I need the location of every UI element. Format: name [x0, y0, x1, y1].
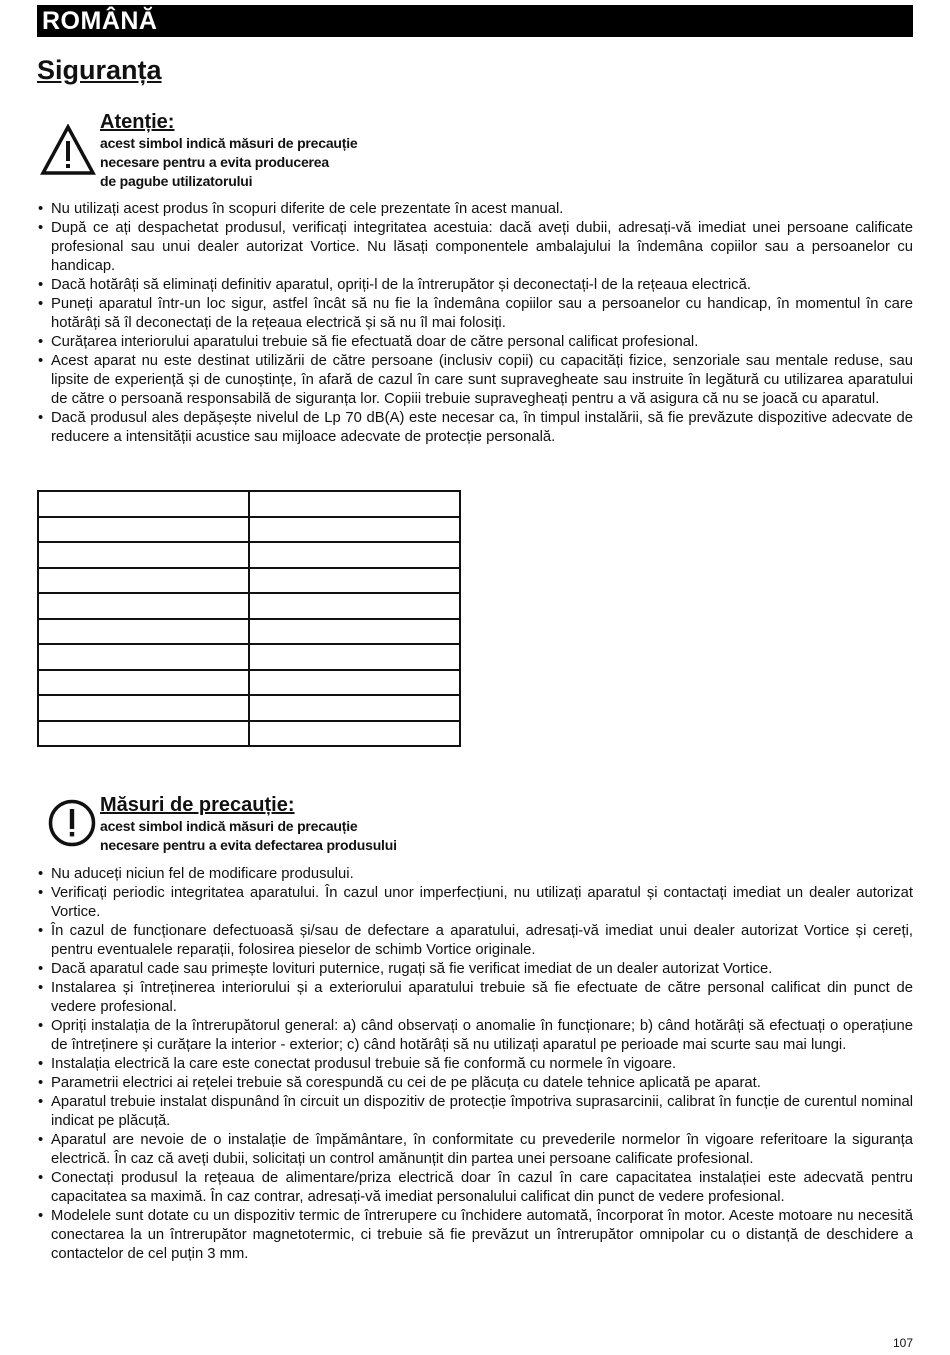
list-item: • Instalația electrică la care este conectat produsul trebuie să fie conformă cu normele în vigoare. — [37, 1055, 913, 1074]
table-row — [38, 670, 460, 696]
table-cell — [249, 644, 460, 670]
table-cell — [249, 670, 460, 696]
warning-description — [100, 134, 358, 191]
warning-list — [37, 200, 913, 447]
table-cell — [38, 721, 249, 747]
table-row — [38, 644, 460, 670]
caution-line: acest simbol indică măsuri de precauție — [100, 818, 358, 834]
table-cell — [249, 568, 460, 594]
table-cell — [249, 491, 460, 517]
table-cell — [249, 721, 460, 747]
list-item: • Nu aduceți niciun fel de modificare produsului. — [37, 865, 913, 884]
table-row — [38, 695, 460, 721]
list-item: • În cazul de funcționare defectuoasă și/sau de defectare a aparatului, adresați-vă imediat unui dealer autorizat Vortice și cereți, pentru eventualele reparații, folosirea pieselor de schimb Vortice originale. — [37, 922, 913, 960]
table-cell — [249, 517, 460, 543]
list-item: • Parametrii electrici ai rețelei trebuie să corespundă cu cei de pe plăcuța cu datele tehnice aplicată pe aparat. — [37, 1074, 913, 1093]
warning-line: de pagube utilizatorului — [100, 173, 253, 189]
caution-line: necesare pentru a evita defectarea produsului — [100, 837, 397, 853]
table-row — [38, 619, 460, 645]
table-row — [38, 721, 460, 747]
table-row — [38, 491, 460, 517]
section-title: Siguranța — [37, 55, 162, 85]
list-item: • Instalarea și întreținerea interiorului și a exteriorului aparatului trebuie să fie efectuate de către personal calificat din punct de vedere profesional. — [37, 979, 913, 1017]
table-cell — [38, 644, 249, 670]
table-cell — [249, 593, 460, 619]
warning-line: necesare pentru a evita producerea — [100, 154, 329, 170]
warning-notice — [40, 110, 500, 190]
table-cell — [38, 517, 249, 543]
list-item: • Curățarea interiorului aparatului trebuie să fie efectuată doar de către personal calificat profesional. — [37, 333, 913, 352]
list-item: • Dacă hotărâți să eliminați definitiv aparatul, opriți-l de la întrerupător și deconectați-l de la rețeaua electrică. — [37, 276, 913, 295]
list-item: • Dacă produsul ales depășește nivelul de Lp 70 dB(A) este necesar ca, în timpul instalării, să fie prevăzute dispozitive adecvate de reducere a intensității acustice sau mijloace adecvate de protecție personală. — [37, 409, 913, 447]
list-item: • Acest aparat nu este destinat utilizării de către persoane (inclusiv copii) cu capacități fizice, senzoriale sau mentale reduse, sau lipsite de experiență și de cunoștințe, în afară de cazul în care sunt supravegheate sau instruite în legătură cu utilizarea aparatului de către o persoană responsabilă de siguranța lor. Copiii trebuie supravegheați pentru a vă asigura că nu se joacă cu aparatul. — [37, 352, 913, 409]
list-item: • Aparatul are nevoie de o instalație de împământare, în conformitate cu prevederile normelor în vigoare referitoare la siguranța electrică. În caz că aveți dubii, solicitați un control amănunțit din partea unei persoane calificate profesional. — [37, 1131, 913, 1169]
page-number: 107 — [892, 1336, 913, 1350]
table-cell — [38, 619, 249, 645]
blank-table — [37, 490, 461, 747]
warning-triangle-icon — [40, 124, 96, 176]
table-row — [38, 593, 460, 619]
list-item: • Aparatul trebuie instalat dispunând în circuit un dispozitiv de protecție împotriva suprasarcinii, calibrat în funcție de curentul nominal indicat pe plăcuță. — [37, 1093, 913, 1131]
table-row — [38, 542, 460, 568]
caution-list — [37, 865, 913, 1264]
warning-heading: Atenție: — [100, 111, 175, 133]
list-item: • Dacă aparatul cade sau primește lovituri puternice, rugați să fie verificat imediat de un dealer autorizat Vortice. — [37, 960, 913, 979]
table-cell — [38, 568, 249, 594]
list-item: • Opriți instalația de la întrerupătorul general: a) când observați o anomalie în funcționare; b) când hotărâți să efectuați o operațiune de întreținere și curățare la interior - exterior; c) când hotărâți să nu utilizați aparatul pe perioade mai scurte sau mai lungi. — [37, 1017, 913, 1055]
list-item: • Conectați produsul la rețeaua de alimentare/priza electrică doar în cazul în care capacitatea instalației este adecvată pentru capacitatea sa maximă. În caz contrar, adresați-vă imediat personalului calificat din punct de vedere profesional. — [37, 1169, 913, 1207]
table-row — [38, 568, 460, 594]
list-item: • Modelele sunt dotate cu un dispozitiv termic de întrerupere cu închidere automată, încorporat în motor. Aceste motoare nu necesită conectarea la un întrerupător magnetotermic, ci trebuie să fie prevăzut un întrerupător omnipolar cu o distanță de deschidere a contactelor de cel puțin 3 mm. — [37, 1207, 913, 1264]
caution-heading: Măsuri de precauție: — [100, 794, 295, 816]
table-row — [38, 517, 460, 543]
table-cell — [249, 695, 460, 721]
table-cell — [249, 542, 460, 568]
list-item: • Nu utilizați acest produs în scopuri diferite de cele prezentate în acest manual. — [37, 200, 913, 219]
language-label: ROMÂNĂ — [42, 7, 158, 35]
table-cell — [249, 619, 460, 645]
table-cell — [38, 670, 249, 696]
warning-text — [100, 110, 358, 191]
table-cell — [38, 593, 249, 619]
caution-text — [100, 793, 397, 855]
table-cell — [38, 491, 249, 517]
caution-exclamation-icon — [48, 799, 96, 847]
warning-line: acest simbol indică măsuri de precauție — [100, 135, 358, 151]
list-item: • După ce ați despachetat produsul, verificați integritatea acestuia: dacă aveți dubii, adresați-vă imediat unei persoane calificate profesional sau unui dealer autorizat Vortice. Nu lăsați componentele ambalajului la îndemâna copiilor sau a persoanelor cu handicap. — [37, 219, 913, 276]
caution-notice — [40, 793, 500, 863]
table-cell — [38, 542, 249, 568]
list-item: • Puneți aparatul într-un loc sigur, astfel încât să nu fie la îndemâna copiilor sau a persoanelor cu handicap, în momentul în care hotărâți să îl deconectați de la rețeaua electrică și să nu îl mai folosiți. — [37, 295, 913, 333]
caution-description — [100, 817, 397, 855]
list-item: • Verificați periodic integritatea aparatului. În cazul unor imperfecțiuni, nu utilizați aparatul și contactați imediat un dealer autorizat Vortice. — [37, 884, 913, 922]
table-cell — [38, 695, 249, 721]
language-header-bar — [37, 5, 913, 37]
